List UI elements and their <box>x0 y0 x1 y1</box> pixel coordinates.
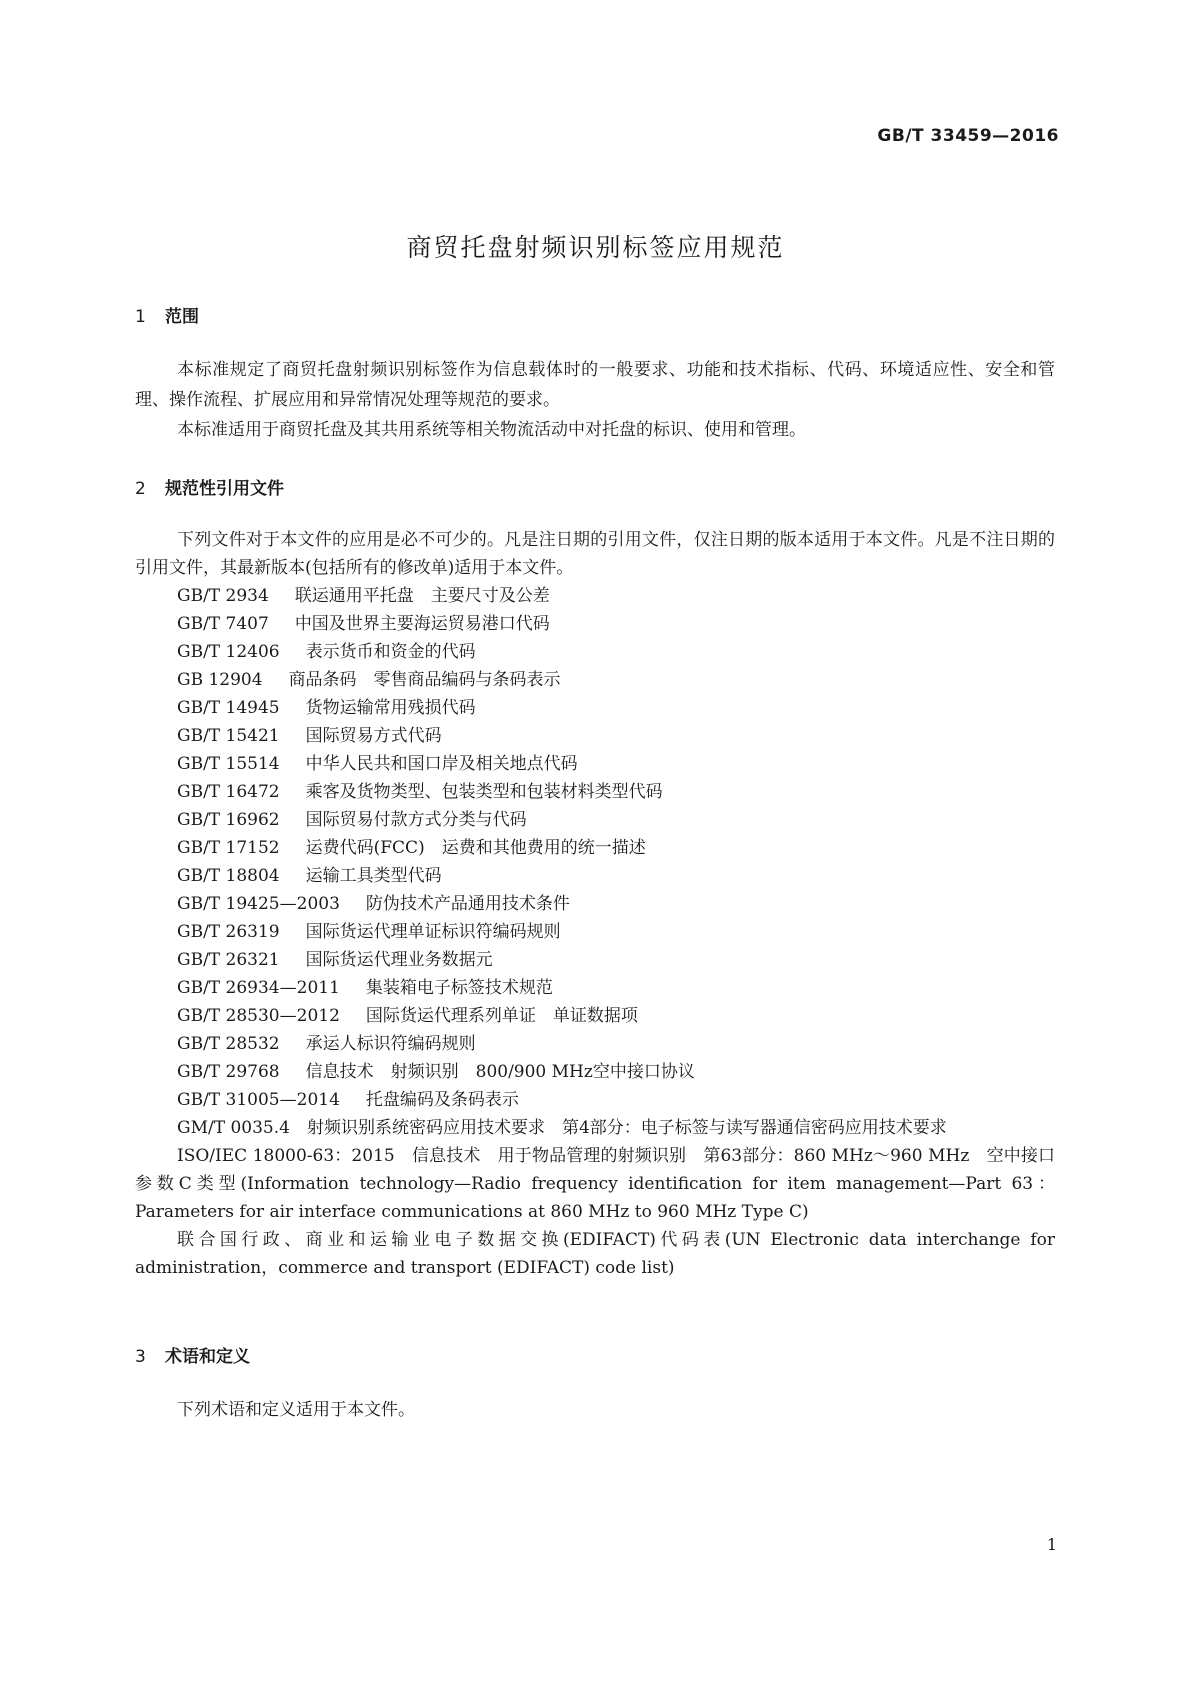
section-title: 范围 <box>165 307 199 327</box>
section-number: 2 <box>135 479 146 499</box>
reference-title: 托盘编码及条码表示 <box>365 1090 519 1110</box>
reference-item <box>135 722 1055 750</box>
reference-item <box>135 638 1055 666</box>
section-1-heading <box>135 302 199 327</box>
section-2-heading <box>135 474 284 499</box>
reference-item <box>135 582 1055 610</box>
reference-code: GB/T 2934 <box>177 586 269 606</box>
reference-title: 运输工具类型代码 <box>305 866 442 886</box>
reference-title: 运费代码(FCC) 运费和其他费用的统一描述 <box>305 838 646 858</box>
reference-code: GB/T 17152 <box>177 838 280 858</box>
section-title: 术语和定义 <box>165 1347 250 1367</box>
reference-code: GB/T 14945 <box>177 698 280 718</box>
reference-code: GB/T 28530—2012 <box>177 1006 340 1026</box>
reference-item <box>135 946 1055 974</box>
page-number: 1 <box>1046 1535 1057 1554</box>
reference-code: GB/T 7407 <box>177 614 269 634</box>
reference-code: GB/T 28532 <box>177 1034 280 1054</box>
long-reference: GM/T 0035.4 射频识别系统密码应用技术要求 第4部分：电子标签与读写器通信密码应用技术要求 <box>177 1118 947 1138</box>
section-2-body <box>135 526 1055 1282</box>
section-number: 3 <box>135 1347 146 1367</box>
intro-paragraph: 下列文件对于本文件的应用是必不可少的。凡是注日期的引用文件，仅注日期的版本适用于本文件。凡是不注日期的引用文件，其最新版本(包括所有的修改单)适用于本文件。 <box>135 530 1055 578</box>
reference-code: GB/T 15514 <box>177 754 280 774</box>
standard-code: GB/T 33459—2016 <box>877 126 1059 146</box>
paragraph: 本标准规定了商贸托盘射频识别标签作为信息载体时的一般要求、功能和技术指标、代码、环境适应性、安全和管理、操作流程、扩展应用和异常情况处理等规范的要求。 <box>135 360 1055 410</box>
reference-title: 货物运输常用残损代码 <box>305 698 476 718</box>
reference-item <box>135 694 1055 722</box>
reference-code: GB/T 15421 <box>177 726 280 746</box>
reference-code: GB 12904 <box>177 670 263 690</box>
reference-item <box>135 890 1055 918</box>
reference-code: GB/T 26319 <box>177 922 280 942</box>
reference-title: 商品条码 零售商品编码与条码表示 <box>288 670 561 690</box>
reference-item <box>135 1086 1055 1114</box>
reference-item <box>135 806 1055 834</box>
section-3-heading <box>135 1342 250 1367</box>
long-reference: 联合国行政、商业和运输业电子数据交换(EDIFACT)代码表(UN Electronic data interchange for administration，commerce and transport (EDIFACT) code list) <box>135 1230 1055 1278</box>
paragraph: 下列术语和定义适用于本文件。 <box>177 1400 415 1420</box>
reference-code: GB/T 19425—2003 <box>177 894 340 914</box>
reference-code: GB/T 18804 <box>177 866 280 886</box>
reference-title: 国际货运代理业务数据元 <box>305 950 493 970</box>
reference-code: GB/T 16962 <box>177 810 280 830</box>
reference-code: GB/T 29768 <box>177 1062 280 1082</box>
reference-title: 中国及世界主要海运贸易港口代码 <box>294 614 550 634</box>
reference-title: 乘客及货物类型、包装类型和包装材料类型代码 <box>305 782 663 802</box>
reference-item <box>135 750 1055 778</box>
reference-item <box>135 610 1055 638</box>
reference-item <box>135 834 1055 862</box>
reference-item <box>135 778 1055 806</box>
reference-list <box>135 582 1055 1114</box>
reference-code: GB/T 26934—2011 <box>177 978 340 998</box>
reference-title: 国际货运代理系列单证 单证数据项 <box>365 1006 638 1026</box>
reference-item <box>135 666 1055 694</box>
reference-title: 国际贸易付款方式分类与代码 <box>305 810 527 830</box>
paragraph: 本标准适用于商贸托盘及其共用系统等相关物流活动中对托盘的标识、使用和管理。 <box>177 420 806 440</box>
section-title: 规范性引用文件 <box>165 479 284 499</box>
section-1-body <box>135 355 1055 445</box>
document-title: 商贸托盘射频识别标签应用规范 <box>406 233 785 262</box>
reference-title: 集装箱电子标签技术规范 <box>365 978 553 998</box>
reference-item <box>135 1030 1055 1058</box>
section-3-body <box>135 1395 1055 1425</box>
reference-item <box>135 1058 1055 1086</box>
reference-title: 表示货币和资金的代码 <box>305 642 476 662</box>
reference-item <box>135 918 1055 946</box>
reference-title: 承运人标识符编码规则 <box>305 1034 476 1054</box>
section-number: 1 <box>135 307 146 327</box>
reference-item <box>135 974 1055 1002</box>
reference-title: 防伪技术产品通用技术条件 <box>365 894 570 914</box>
long-reference: ISO/IEC 18000-63：2015 信息技术 用于物品管理的射频识别 第63部分：860 MHz～960 MHz 空中接口参数C类型(Information technology—Radio frequency identification for item management—Part 63：Parameters for air interface communications at 860 MHz to 960 MHz Type C) <box>135 1146 1055 1222</box>
reference-code: GB/T 12406 <box>177 642 280 662</box>
reference-code: GB/T 16472 <box>177 782 280 802</box>
reference-code: GB/T 26321 <box>177 950 280 970</box>
reference-title: 信息技术 射频识别 800/900 MHz空中接口协议 <box>305 1062 695 1082</box>
reference-title: 国际货运代理单证标识符编码规则 <box>305 922 561 942</box>
reference-title: 中华人民共和国口岸及相关地点代码 <box>305 754 578 774</box>
reference-item <box>135 1002 1055 1030</box>
reference-title: 国际贸易方式代码 <box>305 726 442 746</box>
reference-item <box>135 862 1055 890</box>
reference-title: 联运通用平托盘 主要尺寸及公差 <box>294 586 550 606</box>
reference-code: GB/T 31005—2014 <box>177 1090 340 1110</box>
